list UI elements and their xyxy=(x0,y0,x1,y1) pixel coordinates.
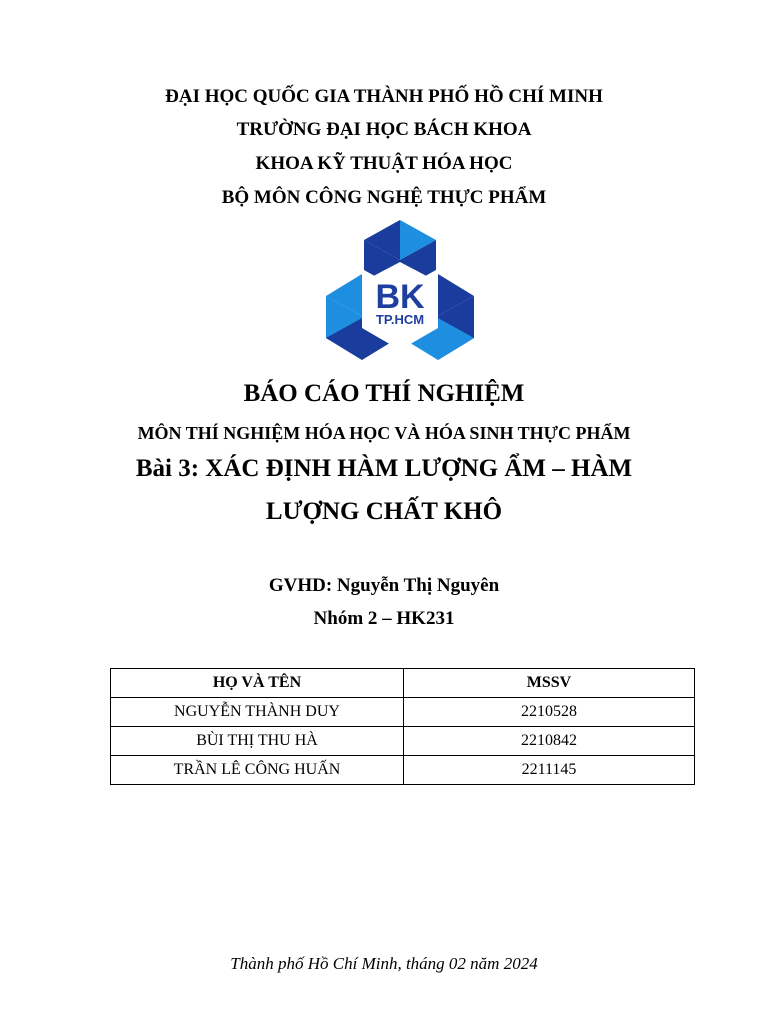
header-name: HỌ VÀ TÊN xyxy=(111,669,404,698)
university-name: ĐẠI HỌC QUỐC GIA THÀNH PHỐ HỒ CHÍ MINH xyxy=(165,86,603,107)
footer-place-date: Thành phố Hồ Chí Minh, tháng 02 năm 2024 xyxy=(230,954,538,973)
member-table xyxy=(110,668,695,785)
table-row xyxy=(111,756,695,785)
member-id: 2211145 xyxy=(404,756,695,785)
faculty-name: KHOA KỸ THUẬT HÓA HỌC xyxy=(255,153,513,174)
member-name: TRẦN LÊ CÔNG HUẤN xyxy=(111,756,404,785)
department-name: BỘ MÔN CÔNG NGHỆ THỰC PHẨM xyxy=(221,187,547,208)
advisor: GVHD: Nguyễn Thị Nguyên xyxy=(268,575,500,596)
school-name: TRƯỜNG ĐẠI HỌC BÁCH KHOA xyxy=(236,119,532,140)
member-id: 2210842 xyxy=(404,727,695,756)
logo-text-sub: TP.HCM xyxy=(375,312,425,327)
member-id: 2210528 xyxy=(404,698,695,727)
bk-tphcm-logo-icon xyxy=(320,218,480,362)
member-name: BÙI THỊ THU HÀ xyxy=(111,727,404,756)
table-row xyxy=(111,698,695,727)
member-name: NGUYỄN THÀNH DUY xyxy=(111,698,404,727)
report-title: BÁO CÁO THÍ NGHIỆM xyxy=(243,380,525,407)
lab-title-line-2: LƯỢNG CHẤT KHÔ xyxy=(265,498,503,525)
lab-title-line-1: Bài 3: XÁC ĐỊNH HÀM LƯỢNG ẨM – HÀM xyxy=(135,455,633,482)
course-name: MÔN THÍ NGHIỆM HÓA HỌC VÀ HÓA SINH THỰC PHẨM xyxy=(137,423,631,443)
table-header-row xyxy=(111,669,695,698)
table-row xyxy=(111,727,695,756)
logo-text-main: BK xyxy=(375,278,425,316)
header-id: MSSV xyxy=(404,669,695,698)
group: Nhóm 2 – HK231 xyxy=(313,608,455,629)
